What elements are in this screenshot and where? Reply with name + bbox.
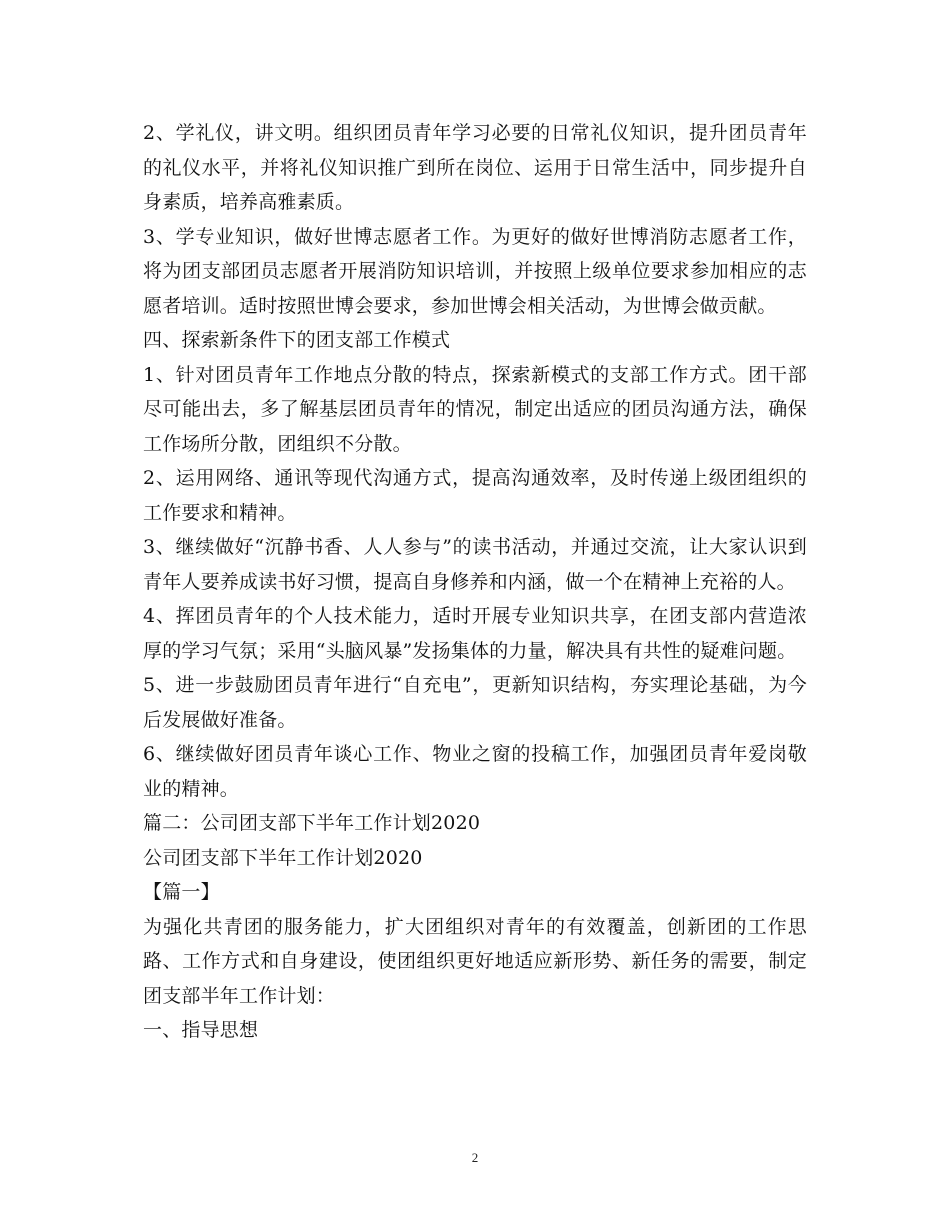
paragraph-self-charging: 5、进一步鼓励团员青年进行“自充电”，更新知识结构，夯实理论基础，为今后发展做好准备。 [143, 674, 807, 731]
article-two-title: 篇二：公司团支部下半年工作计划2020 [143, 812, 481, 834]
paragraph-communication: 2、运用网络、通讯等现代沟通方式，提高沟通效率，及时传递上级团组织的工作要求和精神。 [143, 467, 807, 524]
section-heading-work-mode: 四、探索新条件下的团支部工作模式 [143, 329, 451, 351]
paragraph-reading: 3、继续做好“沉静书香、人人参与”的读书活动，并通过交流，让大家认识到青年人要养成读书好习惯，提高自身修养和内涵，做一个在精神上充裕的人。 [143, 536, 807, 593]
paragraph-etiquette: 2、学礼仪，讲文明。组织团员青年学习必要的日常礼仪知识，提升团员青年的礼仪水平，并将礼仪知识推广到所在岗位、运用于日常生活中，同步提升自身素质，培养高雅素质。 [143, 122, 807, 213]
paragraph-intro: 为强化共青团的服务能力，扩大团组织对青年的有效覆盖，创新团的工作思路、工作方式和自身建设，使团组织更好地适应新形势、新任务的需要，制定团支部半年工作计划： [143, 915, 807, 1007]
section-label-part-one: 【篇一】 [143, 881, 220, 903]
document-body [143, 116, 807, 1048]
paragraph-new-mode: 1、针对团员青年工作地点分散的特点，探索新模式的支部工作方式。团干部尽可能出去，多了解基层团员青年的情况，制定出适应的团员沟通方法，确保工作场所分散，团组织不分散。 [143, 363, 807, 455]
paragraph-heart-to-heart: 6、继续做好团员青年谈心工作、物业之窗的投稿工作，加强团员青年爱岗敬业的精神。 [143, 743, 807, 800]
section-heading-guiding-ideology: 一、指导思想 [143, 1019, 259, 1041]
plan-title: 公司团支部下半年工作计划2020 [143, 846, 423, 869]
page-number: 2 [471, 1150, 479, 1165]
paragraph-expo-volunteer: 3、学专业知识，做好世博志愿者工作。为更好的做好世博消防志愿者工作，将为团支部团员志愿者开展消防知识培训，并按照上级单位要求参加相应的志愿者培训。适时按照世博会要求，参加世博会相关活动，为世博会做贡献。 [143, 225, 807, 317]
paragraph-knowledge-sharing: 4、挥团员青年的个人技术能力，适时开展专业知识共享，在团支部内营造浓厚的学习气氛；采用“头脑风暴”发扬集体的力量，解决具有共性的疑难问题。 [143, 605, 807, 662]
